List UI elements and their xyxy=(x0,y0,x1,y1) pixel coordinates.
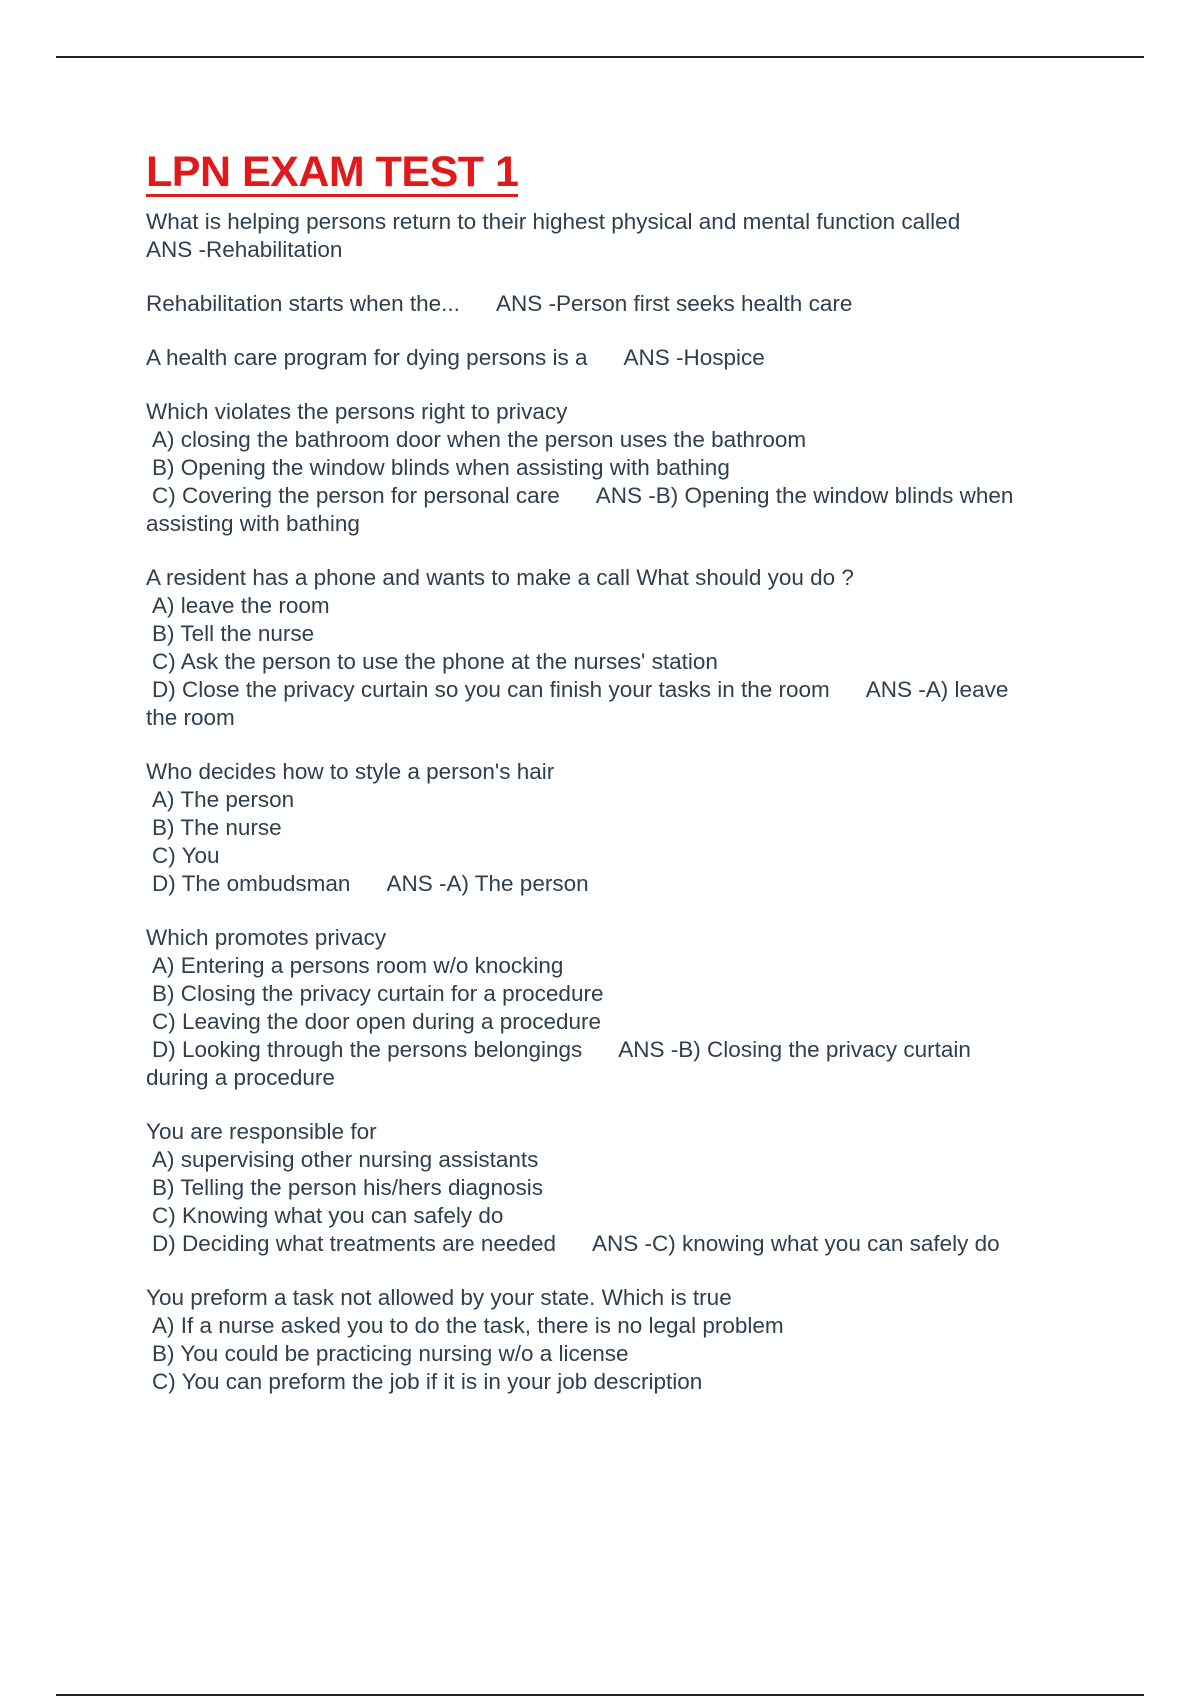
question-text: Rehabilitation starts when the... xyxy=(146,291,460,316)
question-text: A resident has a phone and wants to make a call What should you do ? xyxy=(146,565,854,590)
answer-text: ANS -C) knowing what you can safely do xyxy=(591,1231,1000,1256)
option-item: D) The ombudsman xyxy=(152,871,351,896)
question-text: What is helping persons return to their highest physical and mental function called xyxy=(146,209,961,234)
question-block xyxy=(146,290,1086,318)
question-text: You are responsible for xyxy=(146,1119,377,1144)
option-line xyxy=(146,482,1086,510)
question-block xyxy=(146,398,1086,538)
option-line xyxy=(146,676,1086,704)
document-body xyxy=(146,146,1086,1422)
option-item: C) You xyxy=(152,843,220,868)
answer-continuation: during a procedure xyxy=(146,1065,335,1090)
question-text: Which promotes privacy xyxy=(146,925,387,950)
answer-text: ANS -B) Opening the window blinds when xyxy=(595,483,1014,508)
question-block xyxy=(146,1118,1086,1258)
answer-text: ANS -A) leave xyxy=(865,677,1009,702)
option-item: B) Telling the person his/hers diagnosis xyxy=(152,1175,544,1200)
header-rule xyxy=(56,56,1144,58)
page-title: LPN EXAM TEST 1 xyxy=(146,148,519,196)
question-block xyxy=(146,208,1086,264)
footer-rule xyxy=(56,1694,1144,1696)
option-item: C) Leaving the door open during a procedure xyxy=(152,1009,602,1034)
answer-text: ANS -A) The person xyxy=(386,871,589,896)
question-line xyxy=(146,290,1086,318)
question-text: You preform a task not allowed by your state. Which is true xyxy=(146,1285,732,1310)
answer-text: ANS -Hospice xyxy=(623,345,765,370)
option-item: A) closing the bathroom door when the person uses the bathroom xyxy=(152,427,807,452)
option-item: D) Close the privacy curtain so you can finish your tasks in the room xyxy=(152,677,830,702)
answer-continuation: assisting with bathing xyxy=(146,511,360,536)
option-item: B) You could be practicing nursing w/o a license xyxy=(152,1341,629,1366)
option-item: C) Covering the person for personal care xyxy=(152,483,560,508)
option-item: A) The person xyxy=(152,787,295,812)
option-item: B) Tell the nurse xyxy=(152,621,315,646)
question-block xyxy=(146,758,1086,898)
option-item: A) If a nurse asked you to do the task, there is no legal problem xyxy=(152,1313,784,1338)
option-line xyxy=(146,1036,1086,1064)
option-item: C) You can preform the job if it is in your job description xyxy=(152,1369,703,1394)
question-text: Which violates the persons right to privacy xyxy=(146,399,568,424)
option-item: C) Ask the person to use the phone at the nurses' station xyxy=(152,649,718,674)
question-line xyxy=(146,344,1086,372)
option-item: B) Opening the window blinds when assisting with bathing xyxy=(152,455,730,480)
question-block xyxy=(146,564,1086,732)
option-item: A) supervising other nursing assistants xyxy=(152,1147,539,1172)
question-block xyxy=(146,344,1086,372)
answer-continuation: the room xyxy=(146,705,235,730)
option-item: A) leave the room xyxy=(152,593,330,618)
option-item: D) Looking through the persons belongings xyxy=(152,1037,583,1062)
option-item: C) Knowing what you can safely do xyxy=(152,1203,504,1228)
question-text: A health care program for dying persons is a xyxy=(146,345,588,370)
question-block xyxy=(146,924,1086,1092)
option-item: B) Closing the privacy curtain for a procedure xyxy=(152,981,604,1006)
option-item: A) Entering a persons room w/o knocking xyxy=(152,953,564,978)
option-line xyxy=(146,870,1086,898)
answer-text: ANS -B) Closing the privacy curtain xyxy=(618,1037,971,1062)
option-item: B) The nurse xyxy=(152,815,282,840)
question-block xyxy=(146,1284,1086,1396)
option-line xyxy=(146,1230,1086,1258)
question-text: Who decides how to style a person's hair xyxy=(146,759,555,784)
answer-text: ANS -Rehabilitation xyxy=(146,237,343,262)
answer-text: ANS -Person first seeks health care xyxy=(495,291,853,316)
option-item: D) Deciding what treatments are needed xyxy=(152,1231,556,1256)
